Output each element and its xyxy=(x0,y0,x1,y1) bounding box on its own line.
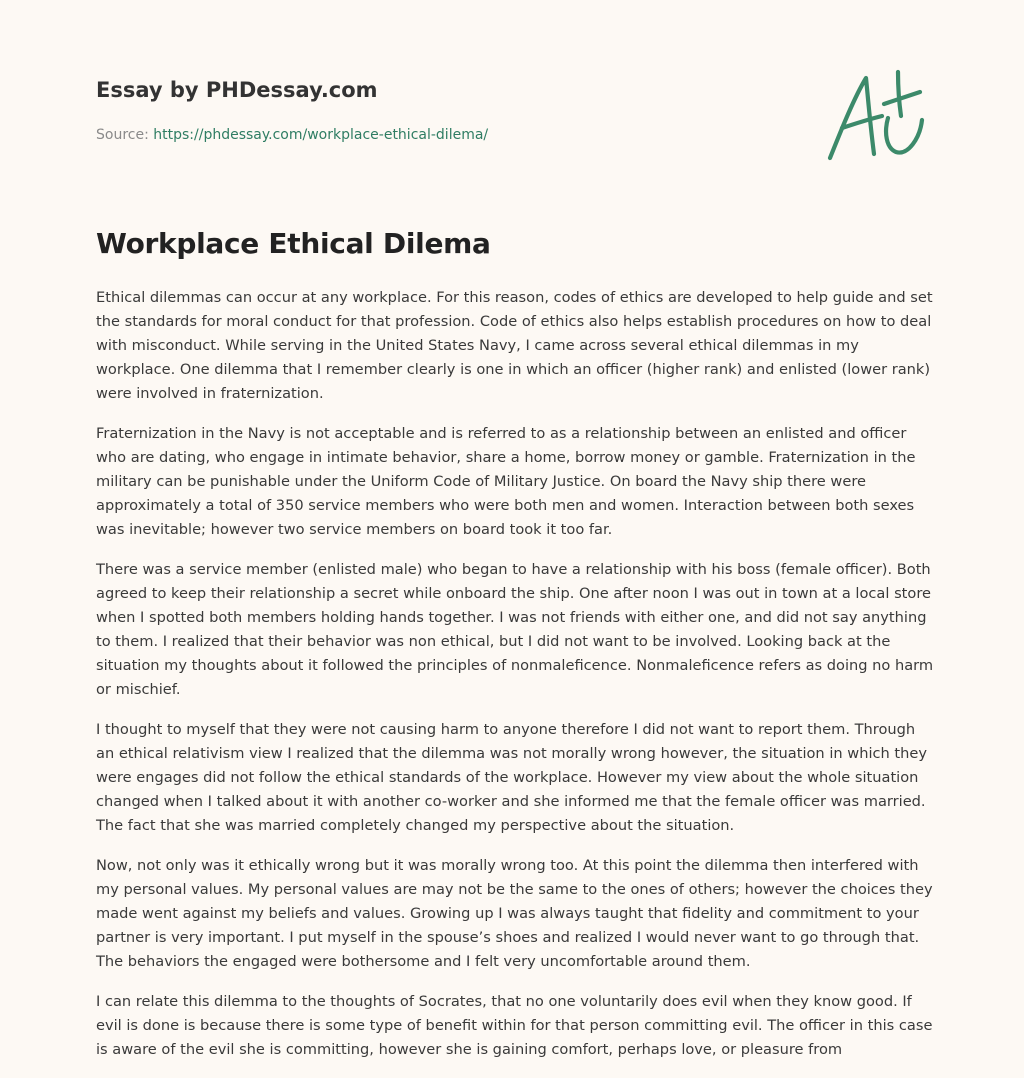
essay-paragraph: I thought to myself that they were not causing harm to anyone therefore I did not want to report them. Through an ethical relativism view I realized that the dilemma was not morally wrong however, the situation in which they were engages did not follow the ethical standards of the workplace. However my view about the whole situation changed when I talked about it with another co-worker and she informed me that the female officer was married. The fact that she was married completely changed my perspective about the situation. xyxy=(96,721,927,834)
essay-paragraph: I can relate this dilemma to the thoughts of Socrates, that no one voluntarily does evil when they know good. If evil is done is because there is some type of benefit within for that person committing evil. The officer in this case is aware of the evil she is committing, however she is gaining comfort, perhaps love, or pleasure from xyxy=(96,993,933,1058)
essay-body xyxy=(96,286,934,1078)
source-label: Source: xyxy=(96,127,149,143)
essay-paragraph: Ethical dilemmas can occur at any workplace. For this reason, codes of ethics are developed to help guide and set the standards for moral conduct for that profession. Code of ethics also helps establish procedures on how to deal with misconduct. While serving in the United States Navy, I came across several ethical dilemmas in my workplace. One dilemma that I remember clearly is one in which an officer (higher rank) and enlisted (lower rank) were involved in fraternization. xyxy=(96,289,933,402)
essay-paragraph: There was a service member (enlisted male) who began to have a relationship with his boss (female officer). Both agreed to keep their relationship a secret while onboard the ship. One after noon I was out in town at a local store when I spotted both members holding hands together. I was not friends with either one, and did not say anything to them. I realized that their behavior was non ethical, but I did not want to be involved. Looking back at the situation my thoughts about it followed the principles of nonmaleficence. Nonmaleficence refers as doing no harm or mischief. xyxy=(96,561,934,698)
source-link[interactable]: https://phdessay.com/workplace-ethical-dilema/ xyxy=(153,127,489,143)
essay-paragraph: Now, not only was it ethically wrong but it was morally wrong too. At this point the dilemma then interfered with my personal values. My personal values are may not be the same to the ones of others; however the choices they made went against my beliefs and values. Growing up I was always taught that fidelity and commitment to your partner is very important. I put myself in the spouse’s shoes and realized I would never want to go through that. The behaviors the engaged were bothersome and I felt very uncomfortable around them. xyxy=(96,857,933,970)
source-line xyxy=(96,125,736,145)
essay-title: Workplace Ethical Dilema xyxy=(96,227,491,260)
essay-header xyxy=(96,76,736,145)
brand-title: Essay by PHDessay.com xyxy=(96,78,378,102)
a-plus-grade-icon xyxy=(822,68,928,164)
essay-paragraph: Fraternization in the Navy is not acceptable and is referred to as a relationship between an enlisted and officer who are dating, who engage in intimate behavior, share a home, borrow money or gamble. Fraternization in the military can be punishable under the Uniform Code of Military Justice. On board the Navy ship there were approximately a total of 350 service members who were both men and women. Interaction between both sexes was inevitable; however two service members on board took it too far. xyxy=(96,425,916,538)
